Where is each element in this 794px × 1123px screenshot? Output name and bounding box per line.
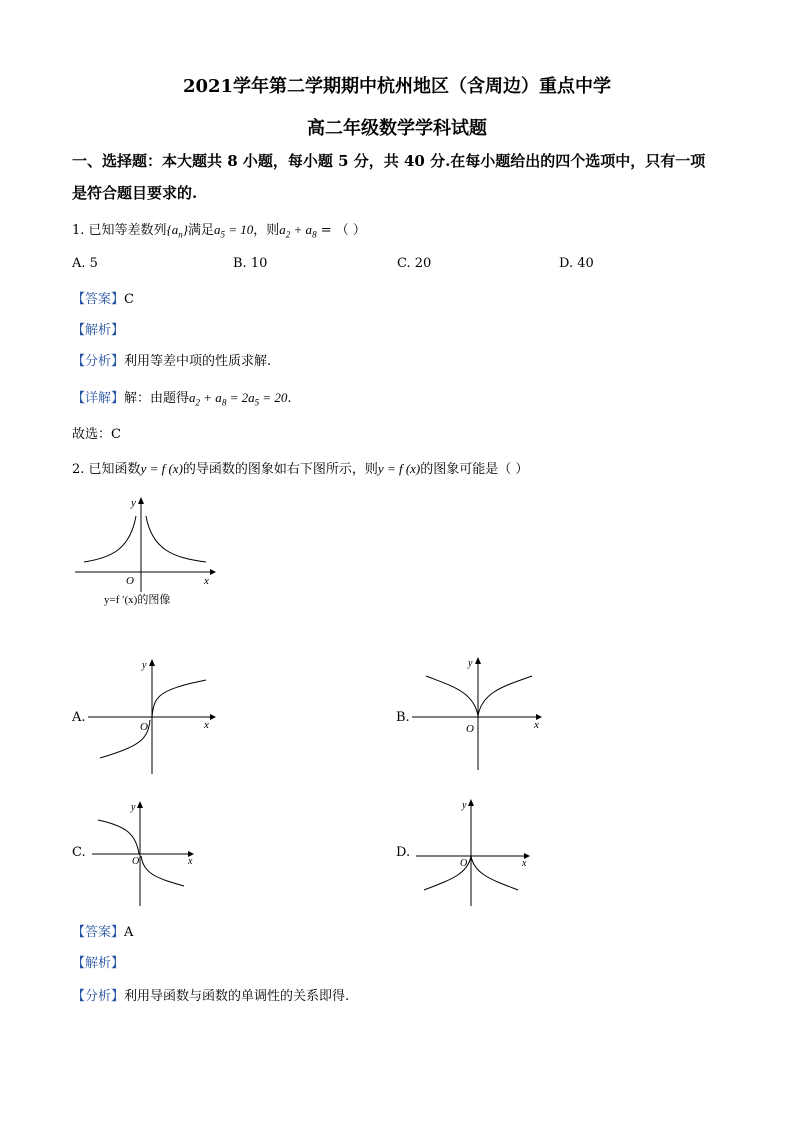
graph-option-d xyxy=(412,796,534,910)
function-formula: y = f (x) xyxy=(377,461,421,476)
x-axis-arrow xyxy=(210,569,216,575)
fenxi-line: 【分析】利用等差中项的性质求解. xyxy=(72,354,272,369)
option-d: D. 40 xyxy=(559,256,594,271)
answer-line xyxy=(72,288,134,307)
question-text: 已知等差数列 xyxy=(88,223,167,238)
x-label: x xyxy=(204,575,209,587)
option-b: B. 10 xyxy=(233,256,268,271)
figure-caption: y=f ′(x)的图像 xyxy=(104,594,171,606)
origin-label: O xyxy=(126,575,134,587)
question-formula: $a_2 + a_8$ xyxy=(279,222,317,240)
answer-tag: 【答案】 xyxy=(72,292,125,307)
question-1: 1. 已知等差数列$\{a_n\}$满足$a_5 = 10$，则$a_2 + a_8$ = （ ） xyxy=(72,222,366,240)
graph-option-b xyxy=(412,654,546,774)
q2-answer-line: 【答案】A xyxy=(72,925,134,940)
svg-text:y: y xyxy=(142,660,147,671)
sequence-symbol: $\{a_n\}$ xyxy=(166,222,188,240)
svg-text:x: x xyxy=(522,858,527,869)
svg-text:y: y xyxy=(131,802,136,813)
q2-analysis-tag: 【解析】 xyxy=(72,956,125,971)
condition-formula: $a_5 = 10$ xyxy=(213,222,254,240)
graph-option-d-label: D. xyxy=(396,845,411,860)
svg-text:O: O xyxy=(460,858,468,869)
analysis-tag: 【解析】 xyxy=(72,323,125,338)
svg-text:y: y xyxy=(462,800,467,811)
question-number: 2. xyxy=(72,462,85,477)
graph-option-c-label: C. xyxy=(72,845,86,860)
svg-text:O: O xyxy=(140,721,148,733)
q2-fenxi-line: 【分析】利用导函数与函数的单调性的关系即得. xyxy=(72,989,350,1004)
choose-line: 故选：C xyxy=(72,427,121,442)
exam-subtitle: 高二年级数学学科试题 xyxy=(307,118,487,139)
svg-text:x: x xyxy=(204,719,209,731)
derivative-graph xyxy=(70,492,220,612)
graph-option-a-label: A. xyxy=(72,710,86,725)
svg-text:O: O xyxy=(466,723,474,735)
graph-option-a xyxy=(88,656,218,776)
detail-line: 【详解】解：由题得$a_2 + a_8 = 2a_5 = 20$. xyxy=(72,390,292,408)
graph-option-c xyxy=(88,798,200,910)
section-heading-line2: 是符合题目要求的. xyxy=(72,184,198,202)
detail-formula: $a_2 + a_8 = 2a_5 = 20$ xyxy=(189,390,288,408)
svg-text:x: x xyxy=(534,719,539,731)
question-2: 2. 已知函数y = f (x)的导函数的图象如右下图所示，则y = f (x)的图象可能是（ ） xyxy=(72,461,529,477)
option-a: A. 5 xyxy=(72,256,98,271)
function-formula: y = f (x) xyxy=(140,461,183,476)
y-label: y xyxy=(131,497,136,509)
section-heading-line1: 一、选择题：本大题共 8 小题，每小题 5 分，共 40 分.在每小题给出的四个选项中，只有一项 xyxy=(72,152,706,170)
exam-title: 2021学年第二学期期中杭州地区（含周边）重点中学 xyxy=(182,76,612,97)
y-axis-arrow xyxy=(138,497,144,504)
svg-text:y: y xyxy=(468,658,473,669)
option-c: C. 20 xyxy=(397,256,432,271)
svg-text:x: x xyxy=(188,856,193,867)
svg-text:O: O xyxy=(132,856,140,867)
graph-option-b-label: B. xyxy=(396,710,410,725)
answer-value: C xyxy=(124,292,134,307)
curve-left xyxy=(84,516,136,562)
question-number: 1. xyxy=(72,223,85,238)
curve-right xyxy=(146,516,206,562)
